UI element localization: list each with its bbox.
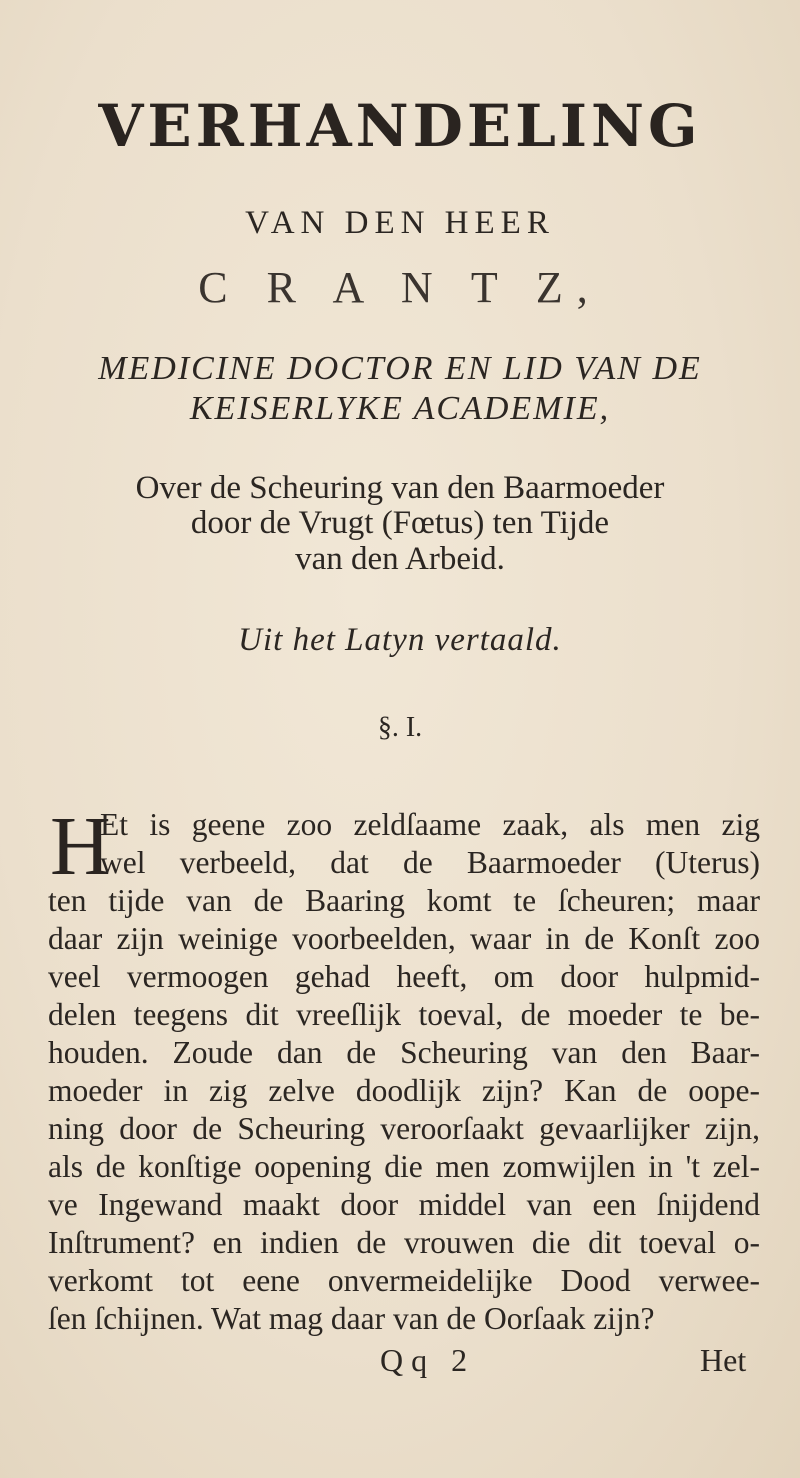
body-line: moeder in zig zelve doodlijk zijn? Kan de oope- — [48, 1073, 760, 1108]
body-line: delen teegens dit vreeſlijk toeval, de moeder te be- — [48, 997, 760, 1032]
author-name: C R A N T Z, — [198, 263, 602, 312]
topic-line-3: van den Arbeid. — [295, 541, 505, 577]
topic-line-1: Over de Scheuring van den Baarmoeder — [135, 470, 665, 506]
body-line: veel vermoogen gehad heeft, om door hulpmid- — [48, 959, 760, 994]
topic-line-2: door de Vrugt (Fœtus) ten Tijde — [190, 505, 610, 541]
catchword: Het — [700, 1342, 747, 1378]
body-line: ve Ingewand maakt door middel van een ſnijdend — [48, 1187, 760, 1222]
body-line: ning door de Scheuring veroorſaakt gevaarlijker zijn, — [48, 1111, 760, 1146]
main-title: VERHANDELING — [98, 92, 702, 160]
subtitle: VAN DEN HEER — [245, 205, 555, 241]
body-line: ſen ſchijnen. Wat mag daar van de Oorſaak zijn? — [48, 1301, 655, 1336]
section-mark: §. I. — [377, 712, 423, 743]
translation-note: Uit het Latyn vertaald. — [238, 622, 562, 658]
body-line: wel verbeeld, dat de Baarmoeder (Uterus) — [100, 845, 760, 880]
author-role-line-1: MEDICINE DOCTOR EN LID VAN DE — [98, 350, 702, 387]
body-line: Et is geene zoo zeldſaame zaak, als men zig — [100, 807, 760, 842]
body-line: ten tijde van de Baaring komt te ſcheuren; maar — [48, 883, 760, 918]
author-role-line-2: KEISERLYKE ACADEMIE, — [189, 390, 611, 427]
body-line: houden. Zoude dan de Scheuring van den Baar- — [48, 1035, 760, 1070]
drop-cap-initial: H — [50, 800, 111, 893]
body-line: Inſtrument? en indien de vrouwen die dit toeval o- — [48, 1225, 760, 1260]
signature-mark: Qq 2 — [380, 1342, 476, 1378]
body-line: verkomt tot eene onvermeidelijke Dood verwee- — [48, 1263, 760, 1298]
body-line: als de konſtige oopening die men zomwijlen in 't zel- — [48, 1149, 760, 1184]
body-paragraph — [48, 800, 760, 1346]
body-line: daar zijn weinige voorbeelden, waar in de Konſt zoo — [48, 921, 760, 956]
